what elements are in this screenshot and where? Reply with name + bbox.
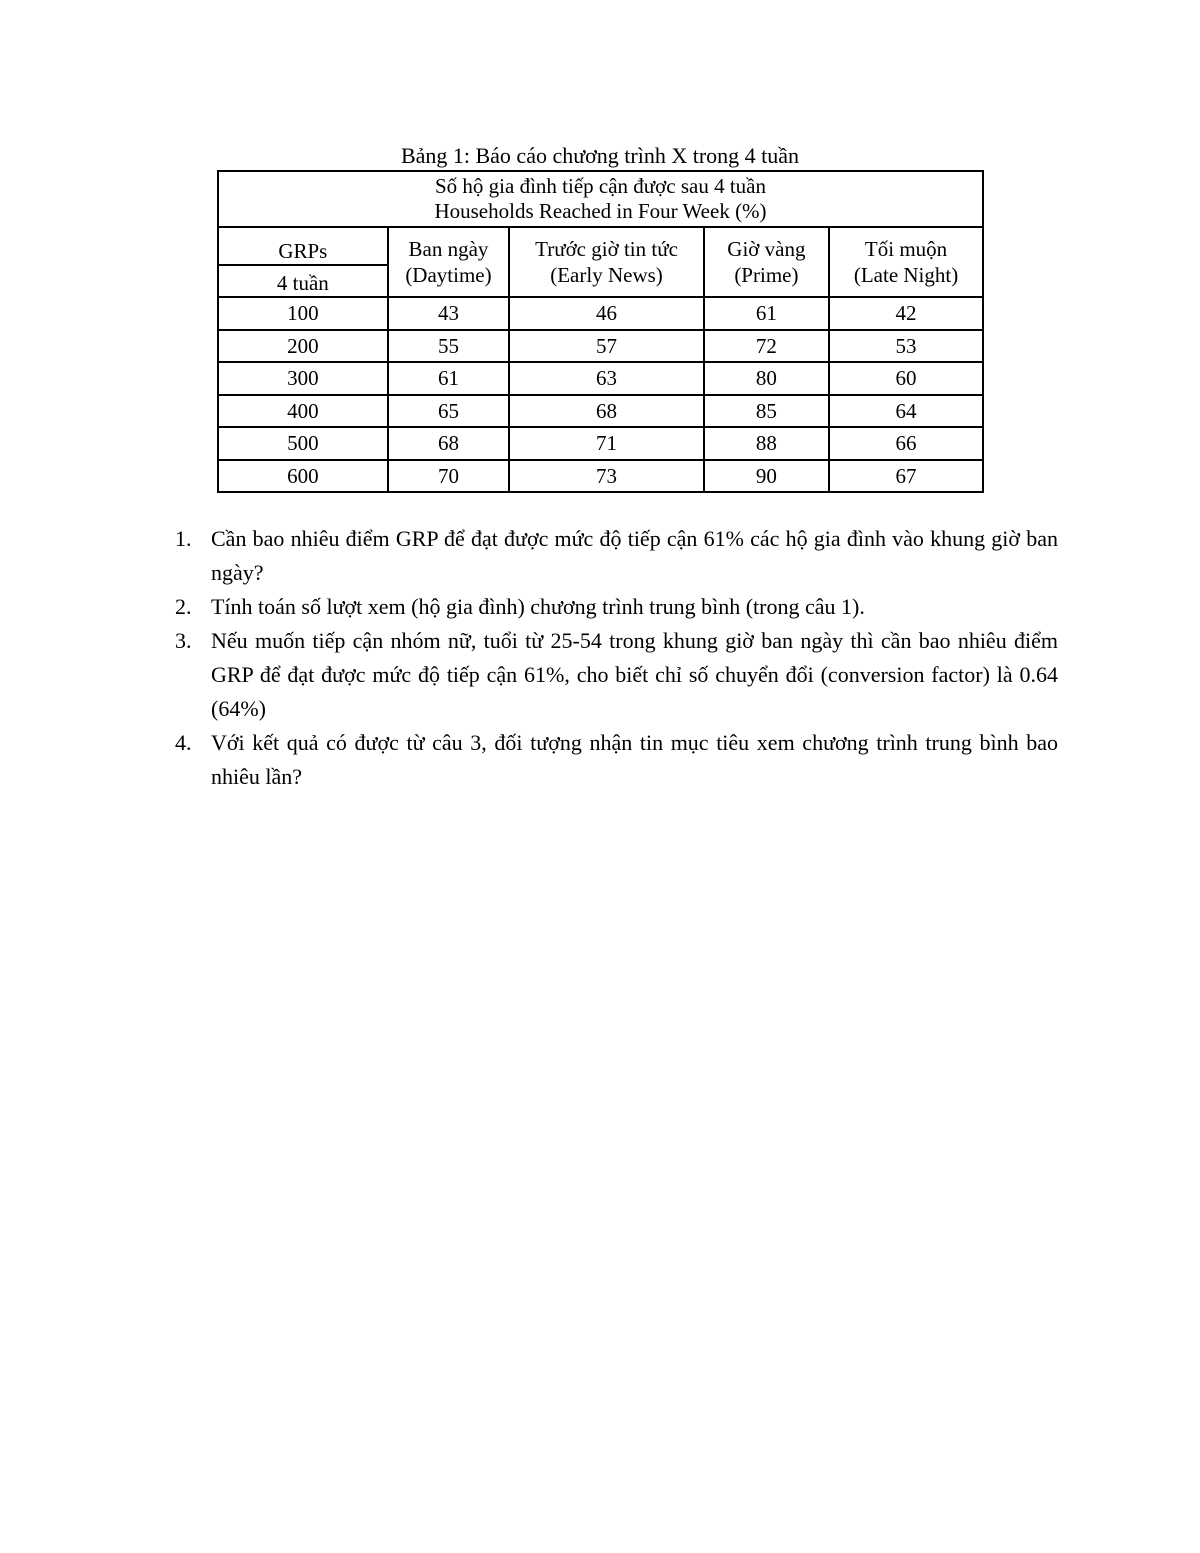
grp-cell: 100 — [218, 297, 388, 330]
early-news-cell: 57 — [509, 330, 703, 363]
table-row — [218, 297, 983, 330]
reach-table — [217, 170, 984, 493]
grp-cell: 600 — [218, 460, 388, 493]
table-caption: Bảng 1: Báo cáo chương trình X trong 4 tuần — [400, 143, 800, 168]
daytime-cell: 55 — [388, 330, 510, 363]
late-night-cell: 67 — [829, 460, 983, 493]
early-news-cell: 71 — [509, 427, 703, 460]
question-item — [175, 590, 1058, 624]
early-news-cell: 63 — [509, 362, 703, 395]
table-row — [218, 330, 983, 363]
column-header-early-news-en: (Early News) — [550, 263, 663, 287]
question-item — [175, 522, 1058, 590]
column-header-late-night — [829, 227, 983, 297]
table-row — [218, 395, 983, 428]
table-row — [218, 362, 983, 395]
daytime-cell: 70 — [388, 460, 510, 493]
column-header-early-news-vi: Trước giờ tin tức — [535, 237, 678, 261]
prime-cell: 85 — [704, 395, 829, 428]
question-text: Với kết quả có được từ câu 3, đối tượng nhận tin mục tiêu xem chương trình trung bình bao nhiêu lần? — [211, 730, 1058, 789]
prime-cell: 88 — [704, 427, 829, 460]
late-night-cell: 60 — [829, 362, 983, 395]
grp-header: GRPs — [218, 227, 388, 265]
early-news-cell: 73 — [509, 460, 703, 493]
grp-header-weeks: 4 tuần — [218, 265, 388, 297]
column-header-late-night-vi: Tối muộn — [864, 237, 948, 261]
column-header-late-night-en: (Late Night) — [853, 263, 959, 287]
question-text: Tính toán số lượt xem (hộ gia đình) chương trình trung bình (trong câu 1). — [211, 594, 865, 619]
daytime-cell: 68 — [388, 427, 510, 460]
column-header-prime-vi: Giờ vàng — [727, 237, 806, 261]
grp-cell: 400 — [218, 395, 388, 428]
table-title — [218, 171, 983, 227]
question-text: Cần bao nhiêu điểm GRP để đạt được mức độ tiếp cận 61% các hộ gia đình vào khung giờ ban ngày? — [211, 526, 1058, 585]
table-row — [218, 460, 983, 493]
late-night-cell: 42 — [829, 297, 983, 330]
question-item — [175, 726, 1058, 794]
column-header-daytime — [388, 227, 510, 297]
daytime-cell: 65 — [388, 395, 510, 428]
column-header-daytime-vi: Ban ngày — [408, 237, 489, 261]
table-row — [218, 427, 983, 460]
grp-cell: 300 — [218, 362, 388, 395]
prime-cell: 61 — [704, 297, 829, 330]
column-header-daytime-en: (Daytime) — [405, 263, 492, 287]
prime-cell: 72 — [704, 330, 829, 363]
daytime-cell: 61 — [388, 362, 510, 395]
grp-cell: 200 — [218, 330, 388, 363]
question-number: 3. — [175, 628, 192, 653]
question-text: Nếu muốn tiếp cận nhóm nữ, tuổi từ 25-54 trong khung giờ ban ngày thì cần bao nhiêu điểm GRP để đạt được mức độ tiếp cận 61%, cho biết chỉ số chuyển đổi (conversion factor) là 0.64 (64%) — [211, 628, 1058, 721]
prime-cell: 80 — [704, 362, 829, 395]
late-night-cell: 53 — [829, 330, 983, 363]
early-news-cell: 46 — [509, 297, 703, 330]
late-night-cell: 66 — [829, 427, 983, 460]
prime-cell: 90 — [704, 460, 829, 493]
question-number: 1. — [175, 526, 192, 551]
column-header-prime-en: (Prime) — [734, 263, 799, 287]
daytime-cell: 43 — [388, 297, 510, 330]
question-number: 2. — [175, 594, 192, 619]
table-title-en: Households Reached in Four Week (%) — [434, 199, 767, 223]
column-header-prime — [704, 227, 829, 297]
table-title-vi: Số hộ gia đình tiếp cận được sau 4 tuần — [434, 174, 766, 198]
late-night-cell: 64 — [829, 395, 983, 428]
question-item — [175, 624, 1058, 726]
question-list — [175, 522, 1058, 794]
question-number: 4. — [175, 730, 192, 755]
grp-cell: 500 — [218, 427, 388, 460]
early-news-cell: 68 — [509, 395, 703, 428]
column-header-early-news — [509, 227, 703, 297]
